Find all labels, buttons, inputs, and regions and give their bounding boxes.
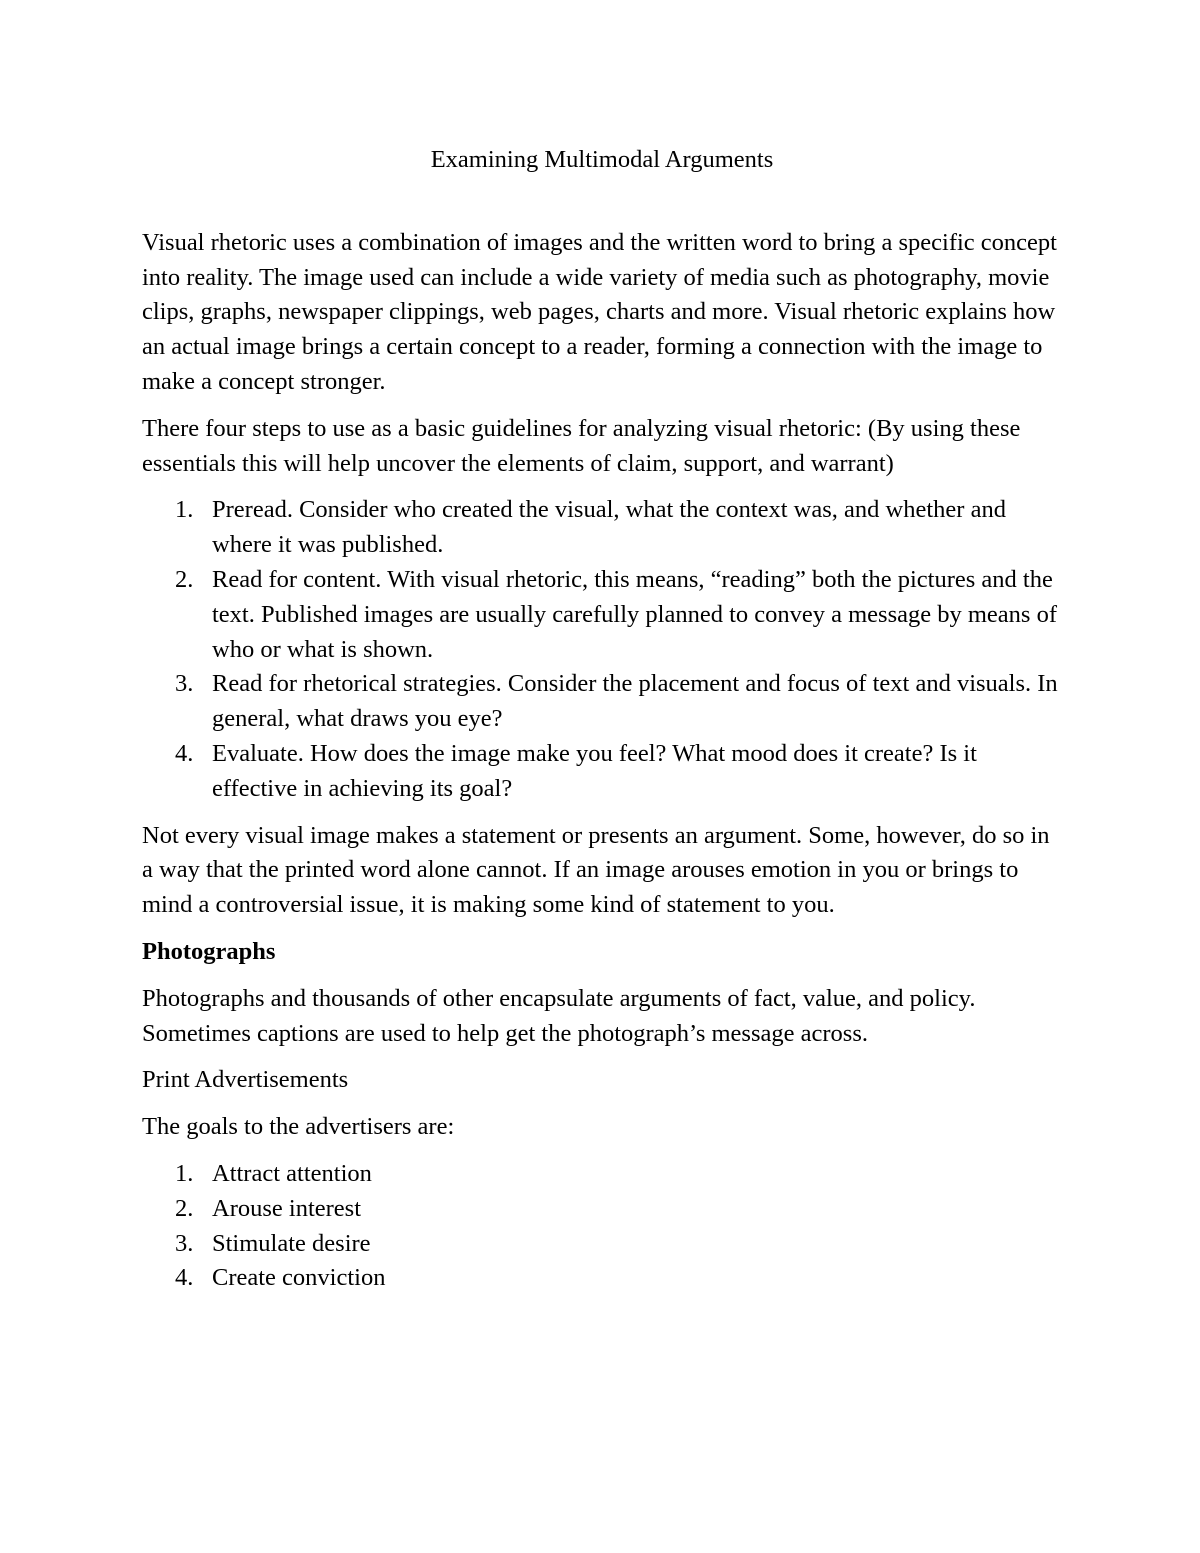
list-item (142, 737, 1062, 807)
list-number: 1. (175, 1159, 194, 1187)
list-item (142, 1227, 1062, 1262)
list-number: 4. (175, 1264, 194, 1292)
list-number: 4. (175, 739, 194, 767)
list-item-text: Stimulate desire (212, 1229, 371, 1257)
list-item (142, 1157, 1062, 1192)
list-number: 2. (175, 1194, 194, 1222)
list-item (142, 493, 1062, 563)
document-title: Examining Multimodal Arguments (430, 146, 774, 173)
photographs-paragraph: Photographs and thousands of other encapsulate arguments of fact, value, and policy. Sometimes captions are used to help get the photograph’s message across. (142, 984, 976, 1047)
list-item-text: Evaluate. How does the image make you feel? What mood does it create? Is it effective in achieving its goal? (212, 739, 977, 802)
list-item-text: Create conviction (212, 1264, 386, 1292)
goals-list (142, 1157, 1062, 1296)
list-item-text: Arouse interest (212, 1194, 361, 1222)
list-item-text: Read for content. With visual rhetoric, this means, “reading” both the pictures and the text. Published images are usually carefully planned to convey a message by means of who or what is shown. (212, 565, 1057, 663)
intro-paragraph: Visual rhetoric uses a combination of images and the written word to bring a specific concept into reality. The image used can include a wide variety of media such as photography, movie clips, graphs, newspaper clippings, web pages, charts and more. Visual rhetoric explains how an actual image brings a certain concept to a reader, forming a connection with the image to make a concept stronger. (142, 228, 1057, 395)
list-number: 3. (175, 1229, 194, 1257)
list-number: 3. (175, 670, 194, 698)
list-number: 1. (175, 496, 194, 524)
list-number: 2. (175, 565, 194, 593)
photographs-heading: Photographs (142, 937, 276, 965)
steps-list (142, 493, 1062, 806)
list-item-text: Read for rhetorical strategies. Consider the placement and focus of text and visuals. In general, what draws you eye? (212, 670, 1058, 733)
goals-intro: The goals to the advertisers are: (142, 1113, 455, 1141)
document-body (142, 143, 1062, 1308)
guidelines-paragraph: There four steps to use as a basic guidelines for analyzing visual rhetoric: (By using these essentials this will help uncover the elements of claim, support, and warrant) (142, 414, 1021, 477)
print-ads-heading: Print Advertisements (142, 1066, 349, 1094)
list-item (142, 1192, 1062, 1227)
statement-paragraph: Not every visual image makes a statement or presents an argument. Some, however, do so in a way that the printed word alone cannot. If an image arouses emotion in you or brings to mind a controversial issue, it is making some kind of statement to you. (142, 821, 1050, 919)
list-item (142, 1261, 1062, 1296)
list-item (142, 667, 1062, 737)
list-item (142, 563, 1062, 667)
list-item-text: Preread. Consider who created the visual, what the context was, and whether and where it was published. (212, 496, 1006, 559)
list-item-text: Attract attention (212, 1159, 372, 1187)
